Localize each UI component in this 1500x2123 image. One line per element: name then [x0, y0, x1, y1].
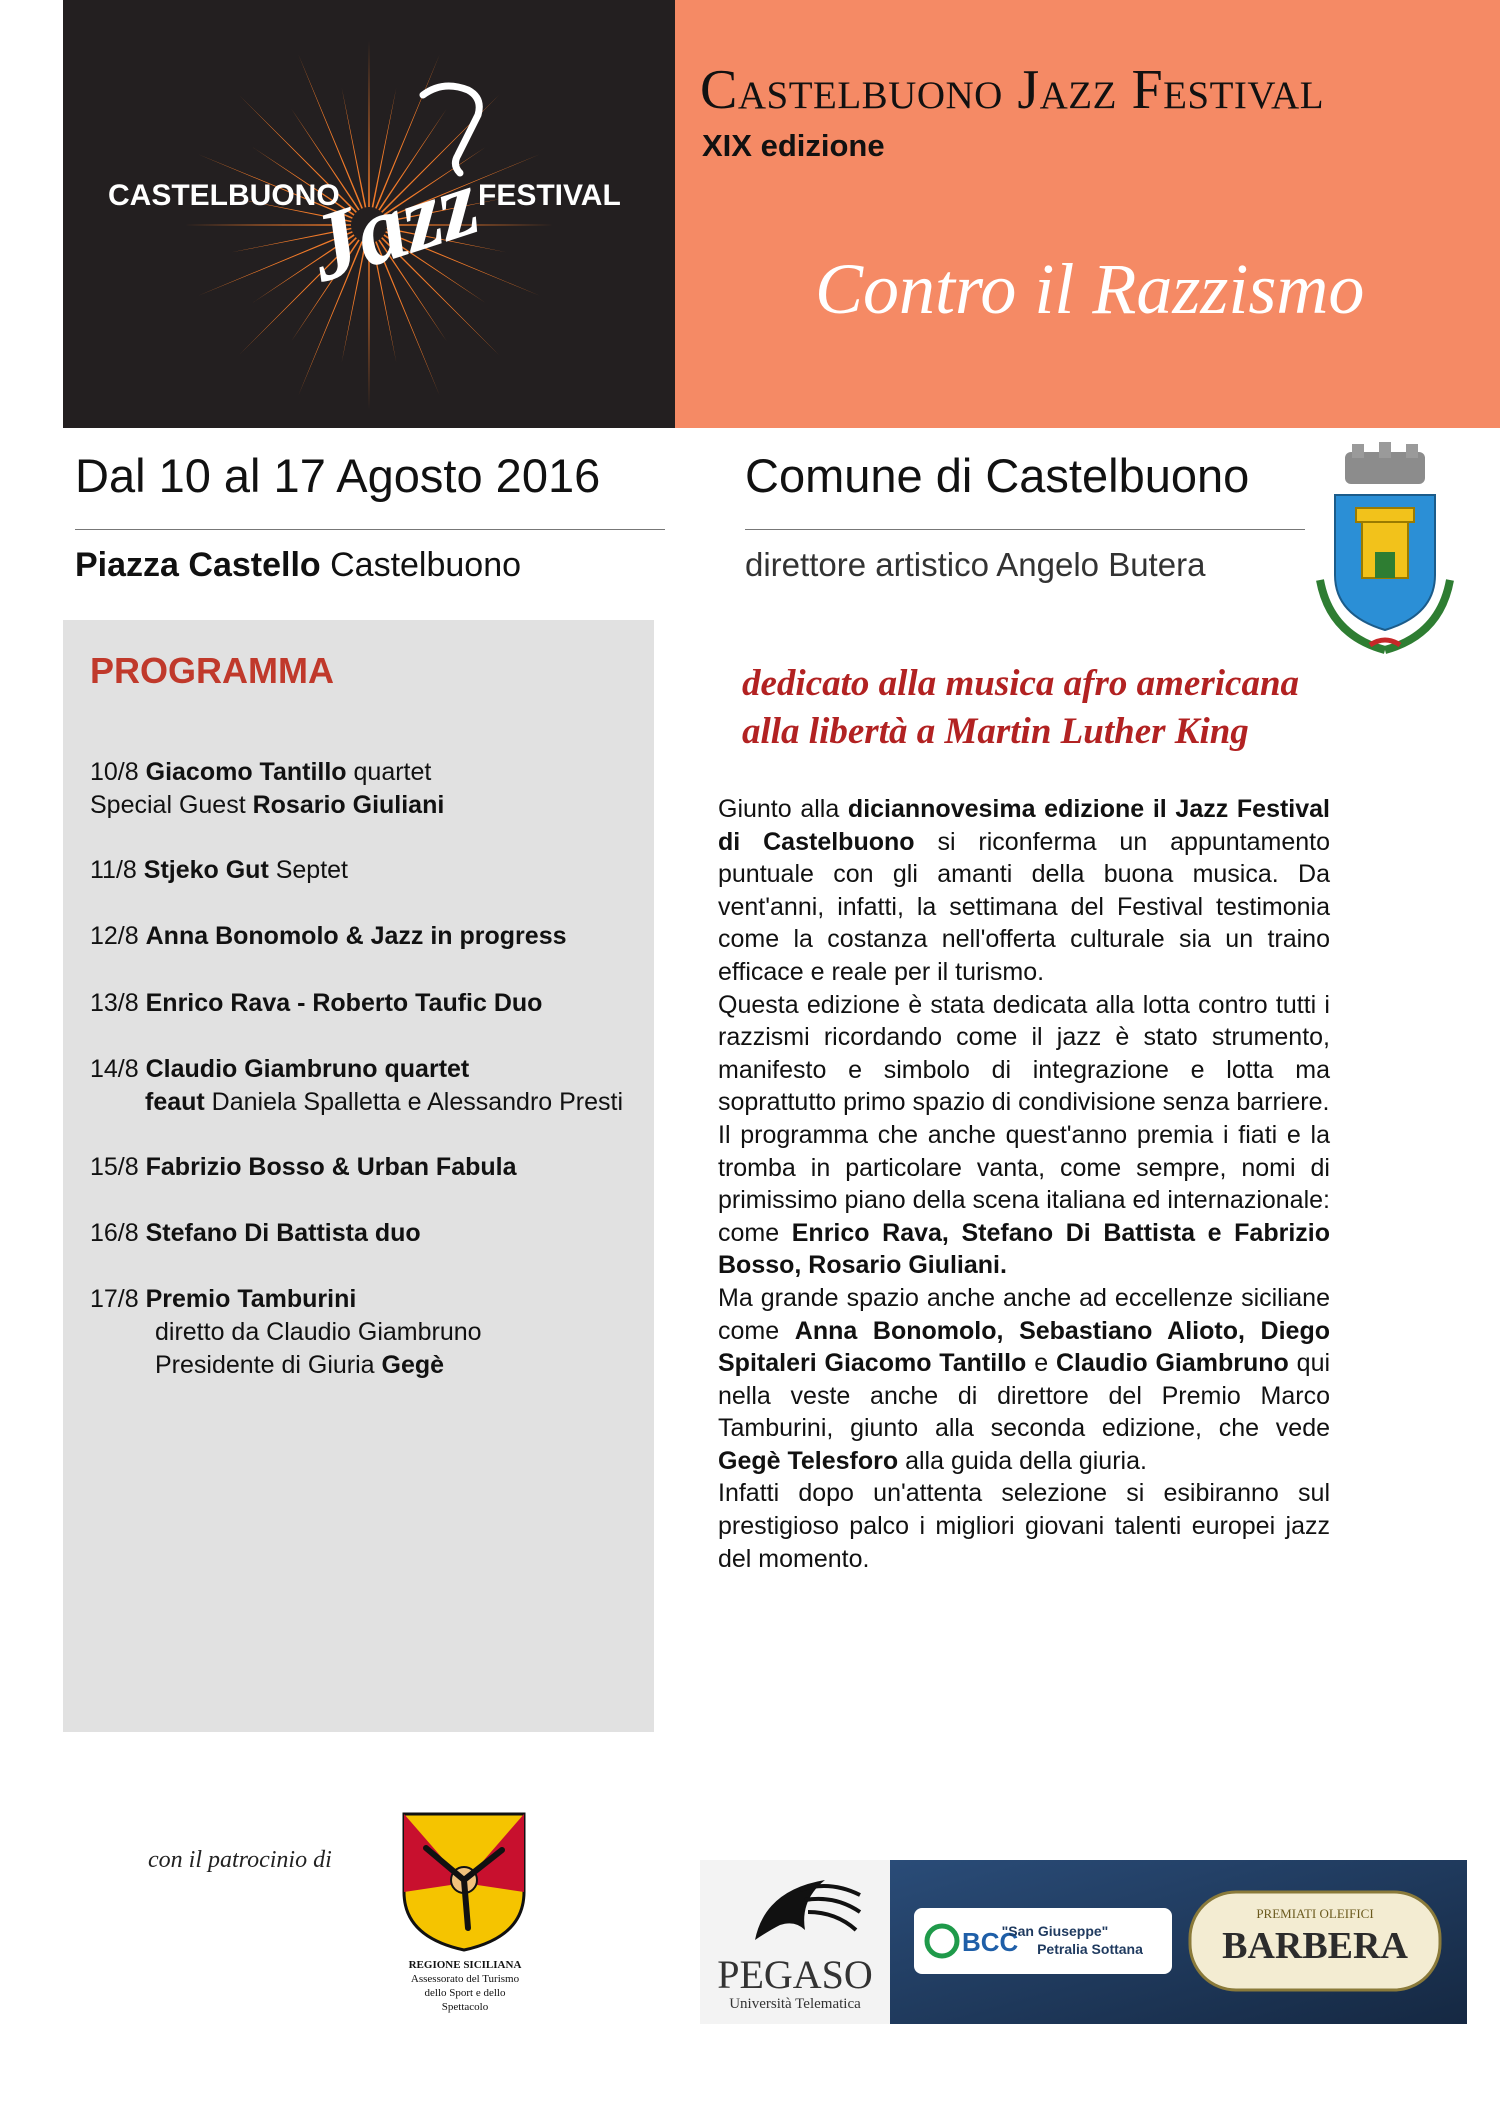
item-suffix: quartet — [346, 758, 432, 786]
logo-text-festival: FESTIVAL — [478, 179, 621, 212]
programma-item — [90, 920, 567, 953]
bcc-line2: Petralia Sottana — [1037, 1941, 1143, 1957]
programma-item — [90, 756, 444, 822]
bcc-name: BCC — [962, 1927, 1019, 1957]
description-paragraph — [718, 989, 1330, 1119]
item-artist: Premio Tamburini — [145, 1285, 357, 1313]
barbera-top: PREMIATI OLEIFICI — [1256, 1906, 1374, 1921]
programma-panel — [63, 620, 654, 1732]
region-caption — [370, 1958, 560, 2014]
sponsors-blue-band — [890, 1860, 1467, 2024]
programma-item — [90, 854, 348, 887]
description-text: alla guida della giuria. — [898, 1446, 1147, 1475]
logo-text-castelbuono: CASTELBUONO — [108, 179, 340, 212]
item-artist: Stefano Di Battista duo — [145, 1219, 421, 1247]
description-text: e — [1026, 1349, 1056, 1378]
sponsor-band — [700, 1860, 1467, 2024]
festival-logo — [63, 0, 675, 428]
description-text: Giunto alla — [718, 795, 848, 823]
item-artist: Claudio Giambruno quartet — [145, 1055, 470, 1083]
item-date: 15/8 — [90, 1153, 139, 1181]
item-sub-line2-prefix: Presidente di Giuria — [155, 1351, 382, 1379]
sponsor-logos — [890, 1860, 1467, 2024]
item-date: 11/8 — [90, 856, 137, 884]
item-sub-bold: feaut — [145, 1088, 205, 1116]
item-date: 12/8 — [90, 922, 139, 950]
festival-logo-panel — [63, 0, 675, 428]
venue — [75, 546, 521, 585]
item-date: 17/8 — [90, 1285, 139, 1313]
programma-item — [90, 1217, 421, 1250]
divider-left — [75, 529, 665, 530]
item-sub-bold: Rosario Giuliani — [252, 791, 445, 819]
edition-label: XIX edizione — [702, 128, 885, 163]
pegasus-icon — [700, 1860, 890, 2024]
item-date: 16/8 — [90, 1219, 139, 1247]
item-artist: Fabrizio Bosso & Urban Fabula — [145, 1153, 517, 1181]
item-artist: Enrico Rava - Roberto Taufic Duo — [145, 989, 543, 1017]
festival-dates: Dal 10 al 17 Agosto 2016 — [75, 449, 601, 502]
item-date: 10/8 — [90, 758, 139, 786]
description-text: Ma grande spazio anche anche ad eccellenze siciliane come — [718, 1283, 1330, 1345]
artistic-director: direttore artistico Angelo Butera — [745, 546, 1206, 583]
item-artist: Anna Bonomolo & Jazz in progress — [145, 922, 567, 950]
item-sub-line1: diretto da Claudio Giambruno — [155, 1318, 482, 1346]
item-sub-suffix: Daniela Spalletta e Alessandro Presti — [204, 1088, 624, 1116]
item-suffix: Septet — [268, 856, 349, 884]
patrocinio-label: con il patrocinio di — [148, 1847, 332, 1873]
logo-text-jazz: Jazz — [295, 147, 491, 303]
description-text: Il programma che anche quest'anno premia i fiati e la tromba in particolare vanta, come sempre, nomi di primissimo piano della scena italiana ed internazionale: come — [718, 1120, 1330, 1247]
description-paragraph — [718, 1477, 1330, 1575]
description-bold: Gegè Telesforo — [718, 1446, 899, 1475]
dedication-line1: dedicato alla musica afro americana — [742, 663, 1300, 704]
festival-title: Castelbuono Jazz Festival — [700, 59, 1325, 121]
description-text: Questa edizione è stata dedicata alla lotta contro tutti i razzismi ricordando come il jazz è stato strumento, manifesto e simbolo di integrazione e lotta ma soprattutto primo spazio di condivisione senza barriere. — [718, 990, 1330, 1117]
description-bold: Claudio Giambruno — [1055, 1349, 1289, 1378]
venue-rest: Castelbuono — [320, 546, 522, 584]
item-date: 14/8 — [90, 1055, 139, 1083]
castelbuono-crest-icon — [1300, 440, 1470, 665]
regione-siciliana-crest-icon — [398, 1808, 530, 1953]
dedication-line2: alla libertà a Martin Luther King — [742, 711, 1249, 752]
description-bold: Anna Bonomolo, Sebastiano Alioto, Diego Spitaleri Giacomo Tantillo — [718, 1316, 1330, 1378]
description-text: qui nella veste anche di direttore del Premio Marco Tamburini, giunto alla seconda edizione, che vede — [718, 1349, 1331, 1443]
description-paragraph — [718, 793, 1330, 989]
title-panel — [675, 0, 1500, 428]
item-artist: Giacomo Tantillo — [145, 758, 347, 786]
comune-name: Comune di Castelbuono — [745, 449, 1250, 502]
programma-item — [90, 1053, 623, 1119]
item-sub-prefix: Special Guest — [90, 791, 253, 819]
pegaso-logo — [700, 1860, 890, 2024]
description-paragraph — [718, 1282, 1330, 1478]
description-bold: Enrico Rava, Stefano Di Battista e Fabrizio Bosso, Rosario Giuliani. — [718, 1218, 1330, 1280]
festival-description — [718, 793, 1330, 1575]
description-bold: diciannovesima edizione il Jazz Festival di Castelbuono — [718, 795, 1330, 856]
region-caption-line: Spettacolo — [441, 2001, 489, 2013]
programma-item — [90, 1151, 517, 1184]
item-sub-line2-bold: Gegè — [381, 1351, 445, 1379]
item-artist: Stjeko Gut — [143, 856, 269, 884]
region-caption-line: Assessorato del Turismo — [410, 1973, 520, 1985]
region-caption-line: dello Sport e dello — [424, 1987, 506, 1999]
description-paragraph — [718, 1119, 1330, 1282]
dedication — [742, 660, 1422, 756]
festival-theme: Contro il Razzismo — [815, 249, 1365, 329]
description-text: Infatti dopo un'attenta selezione si esibiranno sul prestigioso palco i migliori giovani talenti europei jazz del momento. — [718, 1479, 1330, 1573]
pegaso-sub: Università Telematica — [729, 1996, 861, 2012]
programma-item — [90, 1283, 482, 1382]
description-text: si riconferma un appuntamento puntuale con gli amanti della buona musica. Da vent'anni, infatti, la settimana del Festival testimonia come la costanza nell'offerta culturale sia un traino efficace e reale per il turismo. — [718, 827, 1330, 986]
divider-right — [745, 529, 1305, 530]
programma-title: PROGRAMMA — [90, 650, 334, 691]
item-date: 13/8 — [90, 989, 139, 1017]
venue-bold: Piazza Castello — [75, 546, 321, 584]
barbera-name: BARBERA — [1222, 1925, 1408, 1967]
pegaso-name: PEGASO — [717, 1952, 873, 1997]
programma-item — [90, 987, 542, 1020]
region-caption-line: REGIONE SICILIANA — [408, 1959, 522, 1971]
bcc-line1: "San Giuseppe" — [1001, 1923, 1109, 1939]
